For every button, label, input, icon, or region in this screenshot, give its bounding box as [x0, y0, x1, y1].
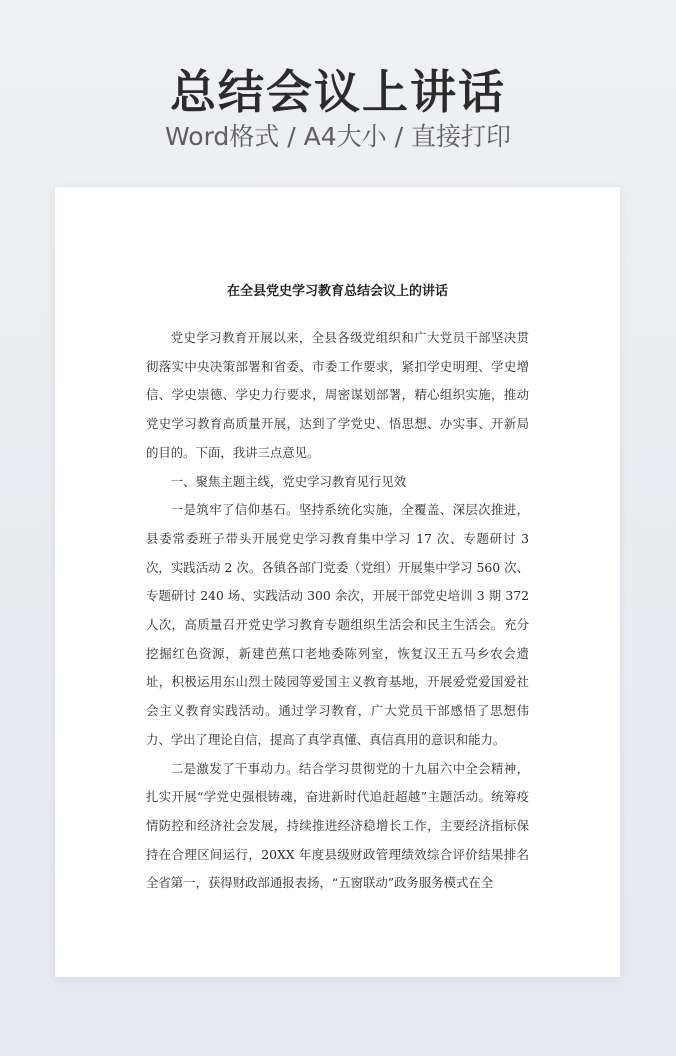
- banner-title: 总结会议上讲话: [170, 65, 506, 119]
- document-page: [55, 187, 620, 977]
- paragraph-faith: 一是筑牢了信仰基石。坚持系统化实施，全覆盖、深层次推进，县委常委班子带头开展党史学习教育集中学习 17 次、专题研讨 3 次，实践活动 2 次。各镇各部门党委（党组）开展集中学习 560 次、专题研讨 240 场、实践活动 300 余次，开展干部党史培训 3 期 372 人次，高质量召开党史学习教育专题组织生活会和民主生活会。充分挖掘红色资源，新建芭蕉口老地委陈列室，恢复汉王五马乡农会遗址，积极运用东山烈士陵园等爱国主义教育基地，开展爱党爱国爱社会主义教育实践活动。通过学习教育，广大党员干部感悟了思想伟力、学出了理论自信，提高了真学真懂、真信真用的意识和能力。: [146, 502, 529, 747]
- paragraph-motivation: 二是激发了干事动力。结合学习贯彻党的十九届六中全会精神，扎实开展“学党史强根铸魂，奋进新时代追赶超越”主题活动。统筹疫情防控和经济社会发展，持续推进经济稳增长工作，主要经济指标保持在合理区间运行，20XX 年度县级财政管理绩效综合评价结果排名全省第一，获得财政部通报表扬，“五窗联动”政务服务模式在全: [146, 760, 529, 891]
- banner-subtitle: Word格式 / A4大小 / 直接打印: [165, 122, 511, 151]
- paragraph-intro: 党史学习教育开展以来，全县各级党组织和广大党员干部坚决贯彻落实中央决策部署和省委、市委工作要求，紧扣学史明理、学史增信、学史崇德、学史力行要求，周密谋划部署，精心组织实施，推动党史学习教育高质量开展，达到了学党史、悟思想、办实事、开新局的目的。下面，我讲三点意见。: [146, 330, 529, 460]
- document-title: 在全县党史学习教育总结会议上的讲话: [226, 284, 448, 299]
- document-body: [146, 324, 529, 898]
- section-heading-1: 一、聚焦主题主线，党史学习教育见行见效: [170, 473, 407, 489]
